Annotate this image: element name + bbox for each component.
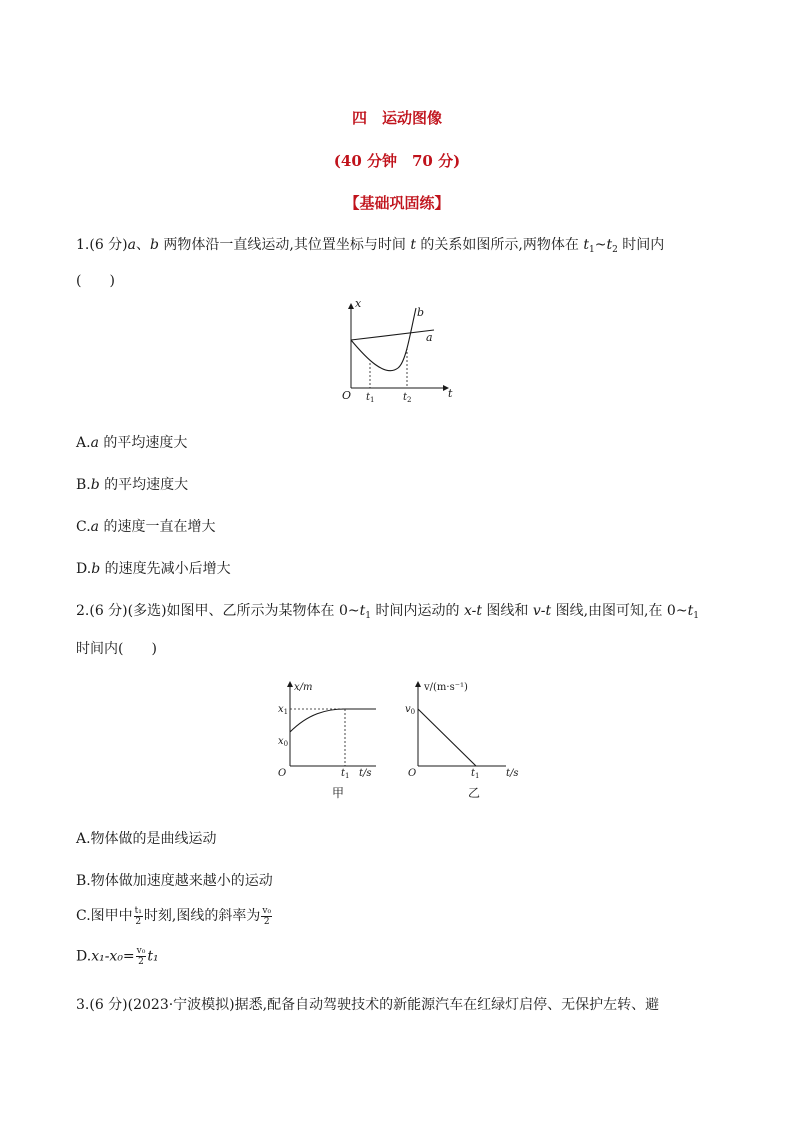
page-title: 四 运动图像: [351, 109, 442, 127]
q1-option-c[interactable]: C.a 的速度一直在增大: [76, 519, 216, 535]
q2-jia-origin: O: [278, 768, 287, 779]
q2-yi-line: [418, 709, 476, 766]
q2-yi-t1-label: $t_1$: [471, 768, 480, 780]
q2-jia-x1-label: $x_1$: [278, 704, 289, 716]
q1-option-a[interactable]: A.a 的平均速度大: [76, 435, 188, 451]
q1-curve-b-label: b: [417, 306, 425, 319]
q2-c-frac-t1-over-2: $\frac{\text{t₁}}{2}$: [134, 905, 142, 927]
q1-t2-label: $t_2$: [403, 392, 412, 404]
time-score: (40 分钟 70 分): [333, 152, 461, 170]
q2-option-b[interactable]: B.物体做加速度越来越小的运动: [76, 873, 273, 889]
q2-option-a[interactable]: A.物体做的是曲线运动: [76, 831, 217, 847]
q1-option-d[interactable]: D.b 的速度先减小后增大: [76, 561, 231, 577]
q1-answer-bracket: ( ): [76, 273, 115, 289]
q3-stem-line1: 3.(6 分)(2023·宁波模拟)据悉,配备自动驾驶技术的新能源汽车在红绿灯启停、无保护左转、避: [76, 997, 660, 1013]
q2-graph-jia: [268, 672, 380, 802]
q1-xt-graph: [330, 296, 470, 406]
q2-stem-line1: 2.(6 分)(多选)如图甲、乙所示为某物体在 $0\sim t_1$ 时间内运动的 x-t 图线和 v-t 图线,由图可知,在 $0\sim t_1$: [76, 603, 699, 621]
q1-x-label: x: [355, 297, 362, 310]
q2-jia-x0-label: $x_0$: [278, 736, 289, 748]
q2-yi-origin: O: [408, 768, 417, 779]
q1-option-b[interactable]: B.b 的平均速度大: [76, 477, 189, 493]
q2-option-c[interactable]: C.图甲中 $\frac{\text{t₁}}{2}$ 时刻,图线的斜率为 $\frac{\text{v₀}}{2}$: [76, 905, 272, 927]
q1-t-label: t: [448, 387, 453, 400]
q2-graph-yi: [394, 672, 524, 802]
q2-option-d[interactable]: D.x₁-x₀= $\frac{\text{v₀}}{2}$ t₁: [76, 946, 159, 967]
q2-yi-caption: 乙: [468, 786, 481, 800]
q2-jia-y-label: x/m: [294, 682, 313, 693]
q2-jia-t1-label: $t_1$: [341, 768, 350, 780]
q2-yi-y-label: v/(m·s⁻¹): [424, 682, 468, 693]
q2-yi-v0-label: $v_0$: [405, 704, 416, 716]
q2-jia-curve: [290, 709, 376, 732]
q2-yi-x-label: t/s: [506, 768, 519, 779]
q2-stem-line2: 时间内( ): [76, 641, 157, 657]
q2-c-frac-v0-over-2: $\frac{\text{v₀}}{2}$: [262, 905, 272, 927]
q1-t1-label: $t_1$: [366, 392, 375, 404]
q2-d-frac-v0-over-2: $\frac{\text{v₀}}{2}$: [136, 946, 146, 967]
q1-curve-a-label: a: [426, 331, 433, 344]
q2-jia-x-label: t/s: [359, 768, 372, 779]
q1-origin: O: [342, 389, 352, 402]
q2-jia-caption: 甲: [332, 786, 345, 800]
section-heading: 【基础巩固练】: [344, 194, 450, 212]
q1-stem-line1: 1.(6 分)a、b 两物体沿一直线运动,其位置坐标与时间 t 的关系如图所示,两物体在 $t_1\sim t_2$ 时间内: [76, 237, 665, 255]
q1-curve-a: [351, 330, 434, 340]
